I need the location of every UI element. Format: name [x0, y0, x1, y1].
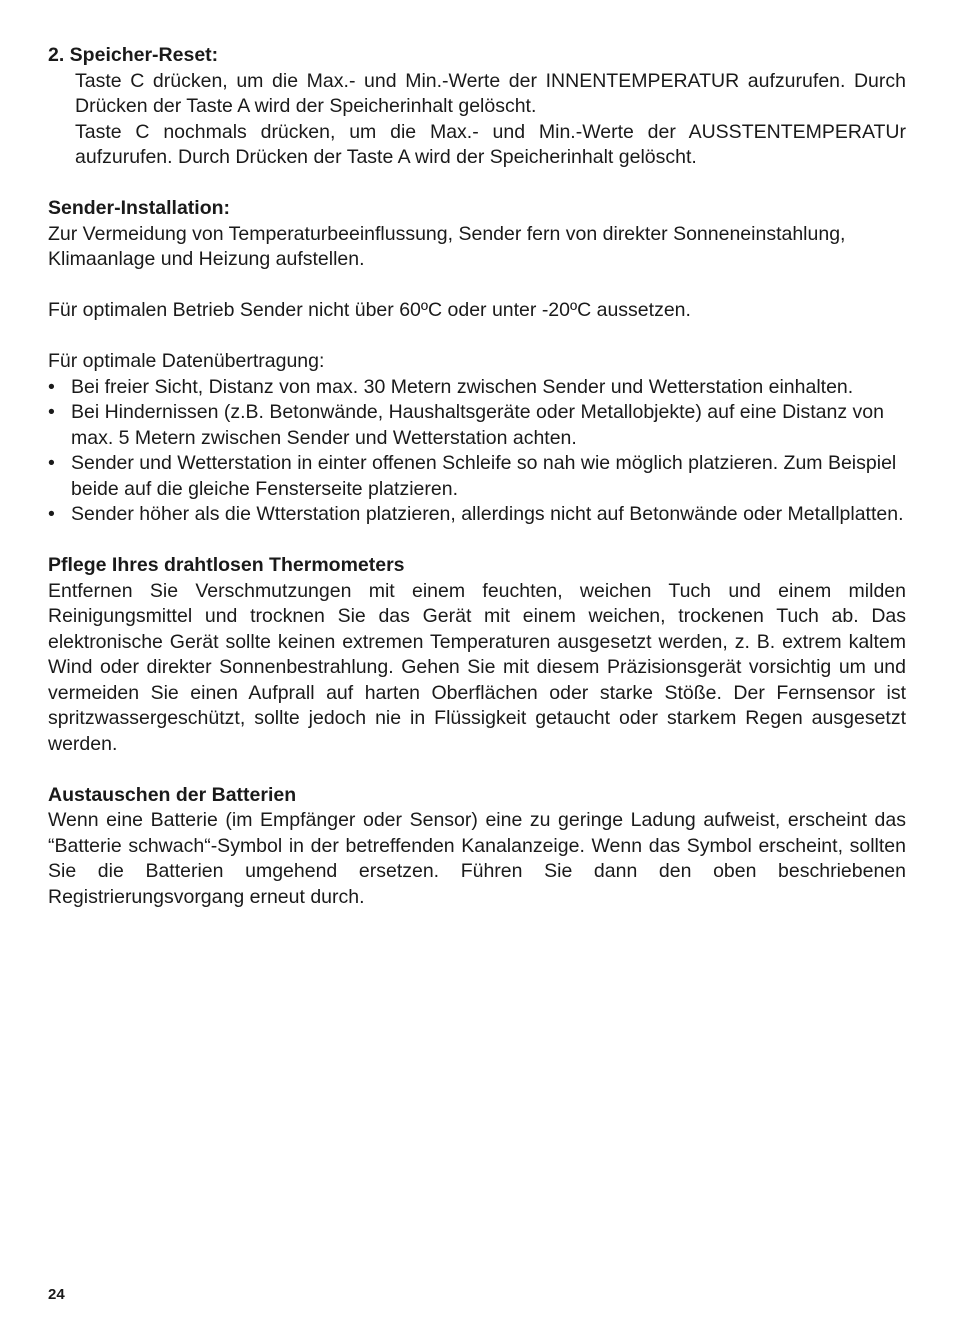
care-paragraph: Entfernen Sie Verschmutzungen mit einem feuchten, weichen Tuch und einem milden Reinigungsmittel und trocknen Sie das Gerät mit einem weichen, trockenen Tuch ab. Das elektronische Gerät sollte keinen extremen Temperaturen ausgesetzt werden, z. B. extrem kaltem Wind oder direkter Sonnenbestrahlung. Gehen Sie mit diesem Präzisionsgerät vorsichtig um und vermeiden Sie einen Aufprall auf harten Oberflächen oder starke Stöße. Der Fernsensor ist spritzwassergeschützt, sollte jedoch nie in Flüssigkeit getaucht oder starkem Regen ausgesetzt werden.: [48, 579, 906, 755]
list-item-text: Sender und Wetterstation in einter offenen Schleife so nah wie möglich platzieren. Zum Beispiel beide auf die gleiche Fensterseite platzieren.: [71, 452, 897, 500]
bullet-icon: •: [48, 452, 55, 474]
section-care: [48, 553, 906, 757]
document-page: [48, 43, 906, 910]
spacer: [48, 528, 906, 554]
bullet-icon: •: [48, 401, 55, 423]
section-batteries: [48, 783, 906, 911]
section-speicher-reset: [48, 43, 906, 171]
sender-installation-paragraph: Zur Vermeidung von Temperaturbeeinflussung, Sender fern von direkter Sonneneinstahlung, Klimaanlage und Heizung aufstellen.: [48, 222, 846, 270]
spacer: [48, 324, 906, 350]
care-heading: Pflege Ihres drahtlosen Thermometers: [48, 554, 405, 576]
data-transfer-list: [48, 375, 906, 528]
bullet-icon: •: [48, 503, 55, 525]
spacer: [48, 757, 906, 783]
spacer: [48, 171, 906, 197]
list-item: [48, 451, 906, 502]
bullet-icon: •: [48, 375, 55, 398]
speicher-reset-paragraph-1: Taste C drücken, um die Max.- und Min.-Werte der INNENTEMPERATUR aufzurufen. Durch Drücken der Taste A wird der Speicherinhalt gelöscht.: [75, 69, 906, 117]
list-item-text: Bei Hindernissen (z.B. Betonwände, Haushaltsgeräte oder Metallobjekte) auf eine Distanz von max. 5 Metern zwischen Sender und Wetterstation achten.: [71, 401, 884, 449]
list-item-text: Bei freier Sicht, Distanz von max. 30 Metern zwischen Sender und Wetterstation einhalten.: [71, 375, 854, 398]
page-number: 24: [48, 1286, 65, 1303]
temperature-range-paragraph: Für optimalen Betrieb Sender nicht über 60ºC oder unter -20ºC aussetzen.: [48, 299, 691, 321]
batteries-paragraph: Wenn eine Batterie (im Empfänger oder Sensor) eine zu geringe Ladung aufweist, erscheint das “Batterie schwach“-Symbol in der betreffenden Kanalanzeige. Wenn das Symbol erscheint, sollten Sie die Batterien umgehend ersetzen. Führen Sie dann den oben beschriebenen Registrierungsvorgang erneut durch.: [48, 809, 906, 908]
list-item-text: Sender höher als die Wtterstation platzieren, allerdings nicht auf Betonwände oder Metallplatten.: [71, 503, 904, 525]
list-item: [48, 400, 906, 451]
list-item: [48, 502, 906, 528]
speicher-reset-paragraph-2: Taste C nochmals drücken, um die Max.- und Min.-Werte der AUSSTENTEMPERATUr aufzurufen. Durch Drücken der Taste A wird der Speicherinhalt gelöscht.: [75, 120, 906, 168]
speicher-reset-heading: 2. Speicher-Reset:: [48, 44, 219, 66]
list-item: [48, 375, 906, 401]
spacer: [48, 273, 906, 299]
section-sender-installation: [48, 196, 906, 528]
sender-installation-heading: Sender-Installation:: [48, 197, 231, 219]
data-transfer-intro: Für optimale Datenübertragung:: [48, 350, 325, 372]
batteries-heading: Austauschen der Batterien: [48, 783, 297, 806]
